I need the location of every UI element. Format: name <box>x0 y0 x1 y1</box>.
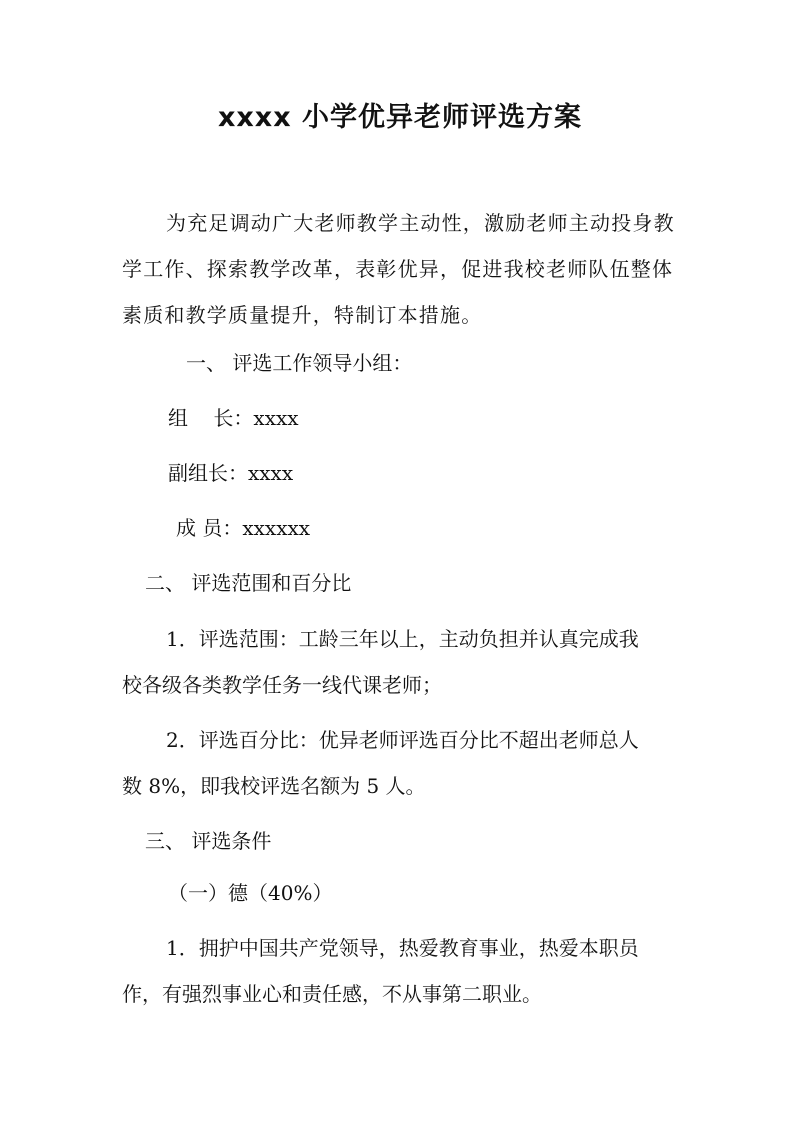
section2-item2-line1: 2．评选百分比：优异老师评选百分比不超出老师总人 <box>166 728 639 752</box>
document-title: xxxx 小学优异老师评选方案 <box>217 102 583 133</box>
leader-line: 组 长：xxxx <box>168 406 299 430</box>
intro-paragraph: 为充足调动广大老师教学主动性，激励老师主动投身教学工作、探索教学改革，表彰优异，促进我校老师队伍整体素质和教学质量提升，特制订本措施。 <box>122 211 675 327</box>
section2-item1-line2: 校各级各类教学任务一线代课老师； <box>122 673 442 697</box>
section3-sub1: （一）德（40%） <box>168 881 333 905</box>
section3-heading: 三、 评选条件 <box>145 829 272 853</box>
section1-heading: 一、 评选工作领导小组： <box>186 351 413 375</box>
section2-item2-line2: 数 8%，即我校评选名额为 5 人。 <box>122 774 426 798</box>
members-line: 成 员：xxxxxx <box>176 516 311 540</box>
deputy-line: 副组长：xxxx <box>168 461 294 485</box>
section2-item1-line1: 1．评选范围：工龄三年以上，主动负担并认真完成我 <box>166 627 639 651</box>
section3-item1-line2: 作，有强烈事业心和责任感，不从事第二职业。 <box>122 982 542 1006</box>
section3-item1-line1: 1．拥护中国共产党领导，热爱教育事业，热爱本职员 <box>166 936 639 960</box>
section2-heading: 二、 评选范围和百分比 <box>145 571 352 595</box>
